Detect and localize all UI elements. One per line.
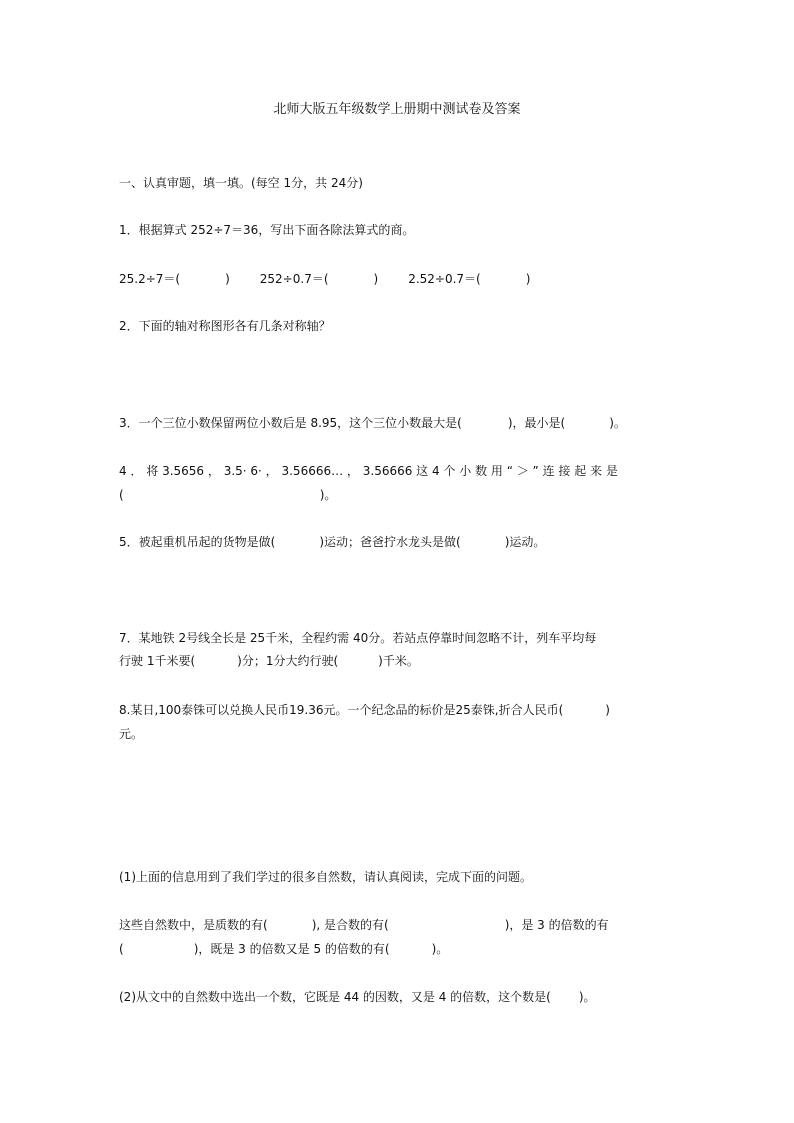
subquestion-1-open: ( xyxy=(119,942,124,956)
question-7-part3: )千米。 xyxy=(378,654,419,668)
expr-b: 252÷0.7＝( xyxy=(259,272,329,286)
question-5-part1: 5．被起重机吊起的货物是做( xyxy=(119,535,276,549)
question-7-part1: 行驶 1千米要( xyxy=(119,654,196,668)
question-5 xyxy=(119,534,545,550)
expr-b-close: ) xyxy=(373,272,379,286)
question-3 xyxy=(119,415,626,431)
subquestion-1-line1 xyxy=(119,917,609,933)
question-8-line1 xyxy=(119,702,610,718)
question-4-line1: 4 ． 将 3.5656 ， 3.5· 6· ， 3.56666… ， 3.56666 这 4 个 小 数 用 “ ＞ ” 连 接 起 来 是 xyxy=(119,464,618,478)
subquestion-2 xyxy=(119,989,596,1005)
question-8-close: ) xyxy=(605,703,610,717)
section-heading: 一、认真审题，填一填。(每空 1分，共 24分) xyxy=(119,176,363,190)
question-2: 2．下面的轴对称图形各有几条对称轴？ xyxy=(119,319,331,333)
question-3-part1: 3．一个三位小数保留两位小数后是 8.95，这个三位小数最大是( xyxy=(119,416,462,430)
question-4-open: ( xyxy=(119,488,124,502)
expr-a-close: ) xyxy=(225,272,230,286)
subquestion-1-part3: )，是 3 的倍数的有 xyxy=(504,918,609,932)
expr-c-close: ) xyxy=(525,272,531,286)
question-1-expressions xyxy=(119,271,530,287)
question-4-line2 xyxy=(119,487,336,503)
page-title: 北师大版五年级数学上册期中测试卷及答案 xyxy=(273,102,521,117)
expr-a: 25.2÷7＝( xyxy=(119,272,181,286)
question-8-text: 8.某日,100泰铢可以兑换人民币19.36元。一个纪念品的标价是25泰铢,折合人民币( xyxy=(119,703,564,717)
question-3-part3: )。 xyxy=(609,416,626,430)
subquestion-1-part1: 这些自然数中，是质数的有( xyxy=(119,918,268,932)
question-8-line2: 元。 xyxy=(119,727,144,741)
subquestion-1-part2: ), 是合数的有( xyxy=(311,918,389,932)
expr-c: 2.52÷0.7＝( xyxy=(408,272,481,286)
subquestion-1: (1)上面的信息用到了我们学过的很多自然数，请认真阅读，完成下面的问题。 xyxy=(119,870,533,884)
question-7-line2 xyxy=(119,653,419,669)
subquestion-1-mid: )，既是 3 的倍数又是 5 的倍数的有( xyxy=(193,942,390,956)
subquestion-2-close: )。 xyxy=(578,990,596,1004)
question-7-line1: 7．某地铁 2号线全长是 25千米，全程约需 40分。若站点停靠时间忽略不计，列车平均每 xyxy=(119,631,597,645)
question-4-close: )。 xyxy=(319,488,337,502)
question-1: 1．根据算式 252÷7＝36，写出下面各除法算式的商。 xyxy=(119,223,415,237)
subquestion-1-end: )。 xyxy=(431,942,449,956)
subquestion-1-line2 xyxy=(119,941,448,957)
subquestion-2-text: (2)从文中的自然数中选出一个数，它既是 44 的因数，又是 4 的倍数，这个数是( xyxy=(119,990,551,1004)
question-5-part3: )运动。 xyxy=(504,535,546,549)
question-7-part2: )分；1分大约行驶( xyxy=(237,654,339,668)
question-3-part2: )，最小是( xyxy=(507,416,566,430)
question-5-part2: )运动；爸爸拧水龙头是做( xyxy=(319,535,461,549)
